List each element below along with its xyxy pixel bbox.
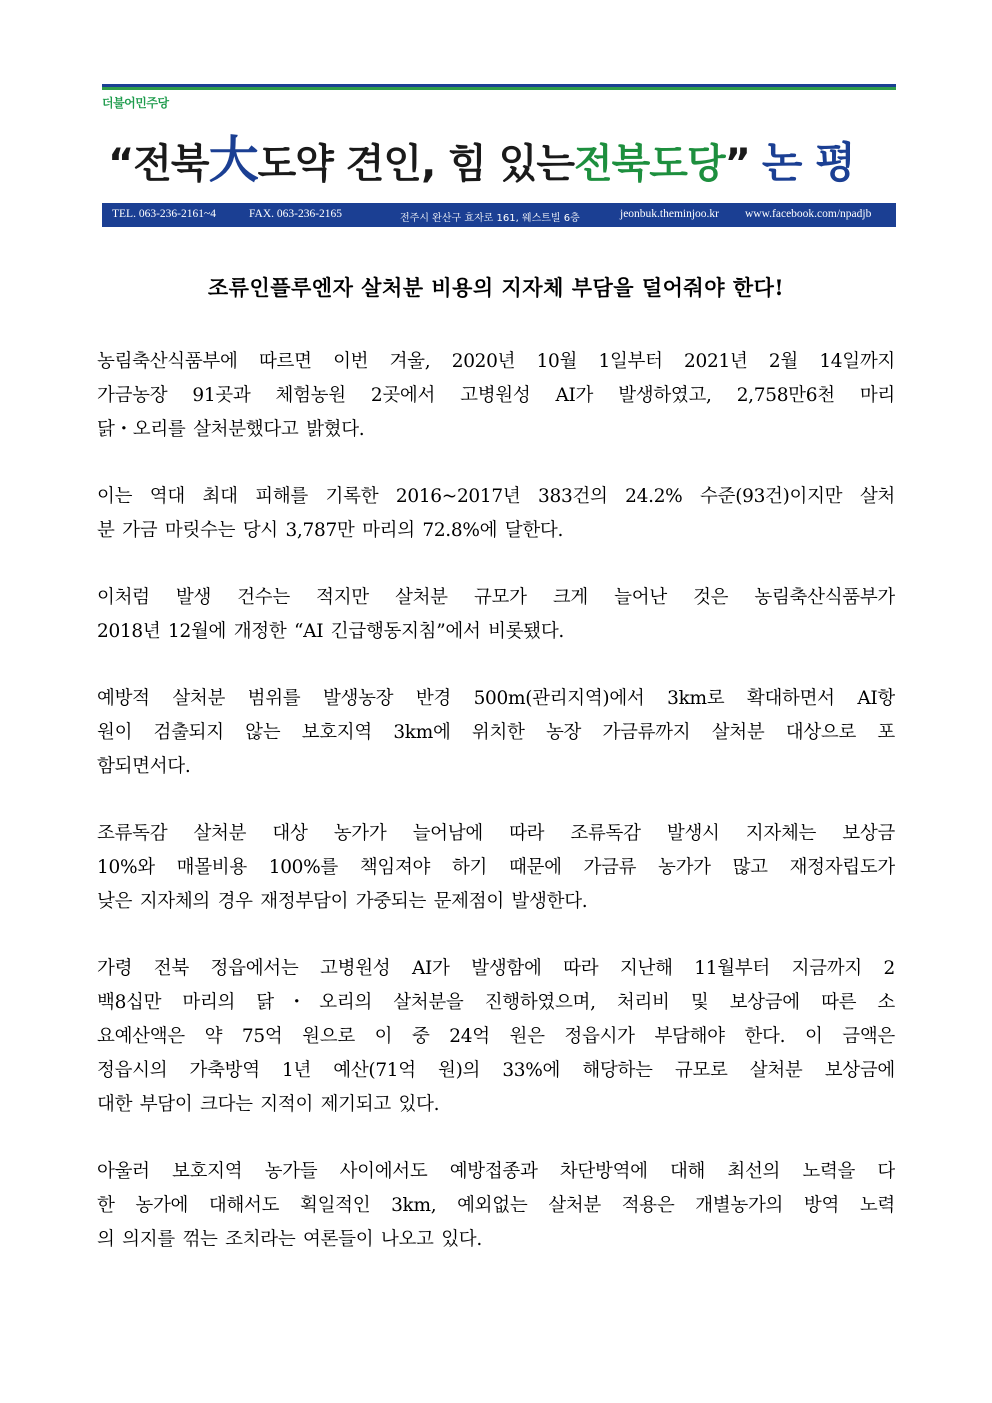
facebook-link[interactable]: www.facebook.com/npadjb: [745, 208, 872, 220]
letterhead: [102, 84, 896, 228]
article-body: [97, 345, 895, 1290]
paragraph: [97, 682, 895, 784]
paragraph-line: 원이 검출되지 않는 보호지역 3km에 위치한 농장 가금류까지 살처분 대상으로 포: [97, 722, 895, 743]
paragraph-line: 한 농가에 대해서도 획일적인 3km, 예외없는 살처분 적용은 개별농가의 방역 노력: [97, 1195, 895, 1216]
paragraph-line: 조류독감 살처분 대상 농가가 늘어남에 따라 조류독감 발생시 지자체는 보상금: [97, 823, 895, 844]
paragraph-line: 함되면서다.: [97, 756, 191, 777]
slogan-middle: 도약 견인, 힘 있는: [257, 141, 575, 187]
paragraph-line: 이는 역대 최대 피해를 기록한 2016~2017년 383건의 24.2% 수준(93건)이지만 살처: [97, 486, 895, 507]
paragraph: [97, 952, 895, 1122]
paragraph-line: 낮은 지자체의 경우 재정부담이 가중되는 문제점이 발생한다.: [97, 891, 588, 912]
paragraph-line: 가령 전북 정읍에서는 고병원성 AI가 발생함에 따라 지난해 11월부터 지금까지 2: [97, 958, 895, 979]
paragraph-line: 백8십만 마리의 닭・오리의 살처분을 진행하였으며, 처리비 및 보상금에 따른 소: [97, 992, 895, 1013]
paragraph-line: 대한 부담이 크다는 지적이 제기되고 있다.: [97, 1094, 440, 1115]
paragraph-line: 농림축산식품부에 따르면 이번 겨울, 2020년 10월 1일부터 2021년 2월 14일까지: [97, 351, 895, 372]
fax-number: FAX. 063-236-2165: [249, 208, 343, 220]
slogan-green: 전북도당: [574, 141, 725, 187]
paragraph: [97, 345, 895, 447]
slogan-open: “전북: [108, 141, 209, 187]
paragraph: [97, 480, 895, 548]
paragraph-line: 2018년 12월에 개정한 “AI 긴급행동지침”에서 비롯됐다.: [97, 621, 564, 642]
slogan-banner: [108, 120, 898, 200]
slogan-big-char: 大: [208, 131, 258, 189]
paragraph-line: 10%와 매몰비용 100%를 책임져야 하기 때문에 가금류 농가가 많고 재정자립도가: [97, 857, 895, 878]
document-type-label: 논 평: [761, 138, 855, 187]
paragraph-line: 가금농장 91곳과 체험농원 2곳에서 고병원성 AI가 발생하였고, 2,758만6천 마리: [97, 385, 895, 406]
slogan-close: ”: [724, 141, 750, 187]
paragraph-line: 닭・오리를 살처분했다고 밝혔다.: [97, 419, 365, 440]
paragraph-line: 정읍시의 가축방역 1년 예산(71억 원)의 33%에 해당하는 규모로 살처분 보상금에: [97, 1060, 895, 1081]
paragraph-line: 아울러 보호지역 농가들 사이에서도 예방접종과 차단방역에 대해 최선의 노력을 다: [97, 1161, 895, 1182]
party-logo: 더불어민주당: [102, 96, 169, 110]
paragraph-line: 의 의지를 꺾는 조치라는 여론들이 나오고 있다.: [97, 1229, 482, 1250]
paragraph-line: 이처럼 발생 건수는 적지만 살처분 규모가 크게 늘어난 것은 농림축산식품부가: [97, 587, 895, 608]
paragraph-line: 분 가금 마릿수는 당시 3,787만 마리의 72.8%에 달한다.: [97, 520, 564, 541]
contact-info-bar: [102, 203, 896, 227]
phone-number: TEL. 063-236-2161~4: [112, 208, 216, 220]
article-title: 조류인플루엔자 살처분 비용의 지자체 부담을 덜어줘야 한다!: [207, 275, 785, 300]
address: 전주시 완산구 효자로 161, 웨스트빌 6층: [400, 213, 580, 224]
letterhead-top-rule: [102, 84, 896, 90]
paragraph-line: 예방적 살처분 범위를 발생농장 반경 500m(관리지역)에서 3km로 확대하면서 AI항: [97, 688, 895, 709]
website-link[interactable]: jeonbuk.theminjoo.kr: [620, 208, 720, 220]
paragraph: [97, 581, 895, 649]
paragraph-line: 요예산액은 약 75억 원으로 이 중 24억 원은 정읍시가 부담해야 한다. 이 금액은: [97, 1026, 895, 1047]
paragraph: [97, 817, 895, 919]
paragraph: [97, 1155, 895, 1257]
